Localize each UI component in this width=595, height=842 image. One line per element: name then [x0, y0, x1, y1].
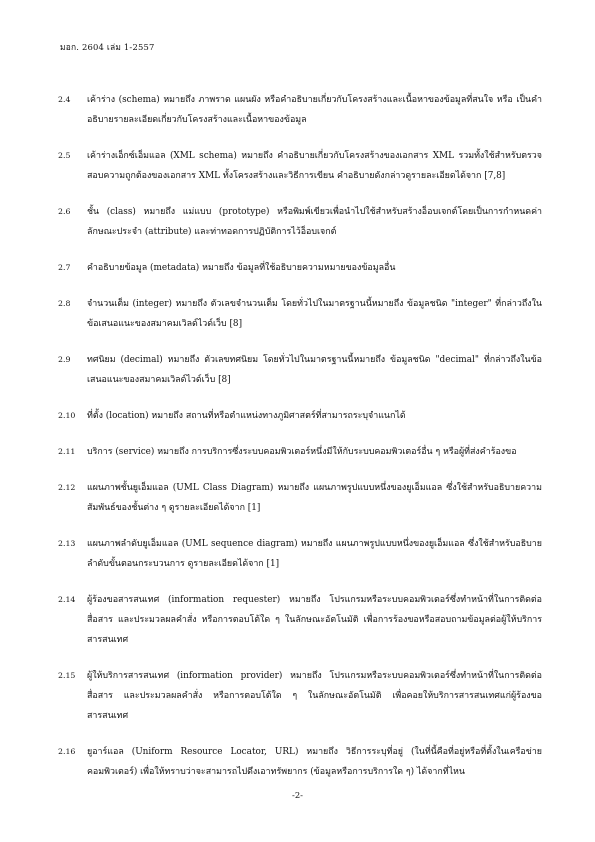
- definition-entry: [58, 350, 542, 390]
- definition-list: [58, 90, 542, 798]
- definition-number: 2.7: [58, 263, 71, 272]
- definition-entry: [58, 258, 542, 278]
- definition-text: ผู้ร้องขอสารสนเทศ (information requester) หมายถึง โปรแกรมหรือระบบคอมพิวเตอร์ซึ่งทำหน้าที่ในการติดต่อสื่อสาร และประมวลผลคำสั่ง หรือการตอบโต้ใด ๆ ในลักษณะอัตโนมัติ เพื่อการร้องขอหรือสอบถามข้อมูลต่อผู้ให้บริการสารสนเทศ: [87, 595, 542, 645]
- definition-number: 2.16: [58, 747, 76, 756]
- definition-text: บริการ (service) หมายถึง การบริการซึ่งระบบคอมพิวเตอร์หนึ่งมีให้กับระบบคอมพิวเตอร์อื่น ๆ หรือผู้ที่ส่งคำร้องขอ: [87, 447, 517, 457]
- definition-entry: [58, 294, 542, 334]
- definition-text: ทศนิยม (decimal) หมายถึง ตัวเลขทศนิยม โดยทั่วไปในมาตรฐานนี้หมายถึง ข้อมูลชนิด "decimal" ที่กล่าวถึงในข้อเสนอแนะของสมาคมเวิลด์ไวด์เว็บ [8]: [87, 355, 542, 385]
- definition-number: 2.13: [58, 539, 76, 548]
- definition-entry: [58, 590, 542, 650]
- definition-number: 2.5: [58, 151, 71, 160]
- definition-text: แผนภาพลำดับยูเอ็มแอล (UML sequence diagram) หมายถึง แผนภาพรูปแบบหนึ่งของยูเอ็มแอล ซึ่งใช้สำหรับอธิบายลำดับขั้นตอนกระบวนการ ดูรายละเอียดได้จาก [1]: [87, 539, 542, 569]
- definition-text: ยูอาร์แอล (Uniform Resource Locator, URL) หมายถึง วิธีการระบุที่อยู่ (ในที่นี้คือที่อยู่หรือที่ตั้งในเครือข่ายคอมพิวเตอร์) เพื่อให้ทราบว่าจะสามารถไปดึงเอาทรัพยากร (ข้อมูลหรือการบริการใด ๆ) ได้จากที่ไหน: [87, 747, 542, 777]
- definition-entry: [58, 478, 542, 518]
- definition-number: 2.9: [58, 355, 71, 364]
- definition-entry: [58, 742, 542, 782]
- definition-entry: [58, 202, 542, 242]
- definition-text: ผู้ให้บริการสารสนเทศ (information provider) หมายถึง โปรแกรมหรือระบบคอมพิวเตอร์ซึ่งทำหน้าที่ในการติดต่อสื่อสาร และประมวลผลคำสั่ง หรือการตอบโต้ใด ๆ ในลักษณะอัตโนมัติ เพื่อคอยให้บริการสารสนเทศแก่ผู้ร้องขอสารสนเทศ: [87, 671, 542, 721]
- definition-number: 2.10: [58, 411, 76, 420]
- definition-entry: [58, 146, 542, 186]
- document-header: มอก. 2604 เล่ม 1-2557: [60, 42, 155, 52]
- definition-text: เค้าร่างเอ็กซ์เอ็มแอล (XML schema) หมายถึง คำอธิบายเกี่ยวกับโครงสร้างของเอกสาร XML รวมทั้งใช้สำหรับตรวจสอบความถูกต้องของเอกสาร XML ทั้งโครงสร้างและวิธีการเขียน คำอธิบายดังกล่าวดูรายละเอียดได้จาก [7,8]: [87, 151, 542, 181]
- definition-number: 2.14: [58, 595, 76, 604]
- definition-number: 2.8: [58, 299, 71, 308]
- definition-text: เค้าร่าง (schema) หมายถึง ภาพราด แผนผัง หรือคำอธิบายเกี่ยวกับโครงสร้างและเนื้อหาของข้อมูลที่สนใจ หรือ เป็นคำอธิบายรายละเอียดเกี่ยวกับโครงสร้างและเนื้อหาของข้อมูล: [87, 95, 542, 125]
- definition-entry: [58, 90, 542, 130]
- page-number: -2-: [292, 790, 303, 800]
- definition-text: คำอธิบายข้อมูล (metadata) หมายถึง ข้อมูลที่ใช้อธิบายความหมายของข้อมูลอื่น: [87, 263, 396, 273]
- definition-text: ชั้น (class) หมายถึง แม่แบบ (prototype) หรือพิมพ์เขียวเพื่อนำไปใช้สำหรับสร้างอ็อบเจกต์โดยเป็นการกำหนดค่าลักษณะประจำ (attribute) และท่าทอดการปฏิบัติการไว้อ็อบเจกต์: [87, 207, 542, 237]
- definition-number: 2.11: [58, 447, 76, 456]
- definition-number: 2.6: [58, 207, 71, 216]
- definition-entry: [58, 442, 542, 462]
- definition-text: ที่ตั้ง (location) หมายถึง สถานที่หรือตำแหน่งทางภูมิศาสตร์ที่สามารถระบุจำแนกได้: [87, 411, 406, 421]
- definition-text: จำนวนเต็ม (integer) หมายถึง ตัวเลขจำนวนเต็ม โดยทั่วไปในมาตรฐานนี้หมายถึง ข้อมูลชนิด "integer" ที่กล่าวถึงในข้อเสนอแนะของสมาคมเวิลด์ไวด์เว็บ [8]: [87, 299, 542, 329]
- definition-text: แผนภาพชั้นยูเอ็มแอล (UML Class Diagram) หมายถึง แผนภาพรูปแบบหนึ่งของยูเอ็มแอล ซึ่งใช้สำหรับอธิบายความสัมพันธ์ของชั้นต่าง ๆ ดูรายละเอียดได้จาก [1]: [87, 483, 542, 513]
- definition-entry: [58, 406, 542, 426]
- definition-number: 2.4: [58, 95, 71, 104]
- definition-number: 2.12: [58, 483, 76, 492]
- definition-number: 2.15: [58, 671, 76, 680]
- definition-entry: [58, 666, 542, 726]
- definition-entry: [58, 534, 542, 574]
